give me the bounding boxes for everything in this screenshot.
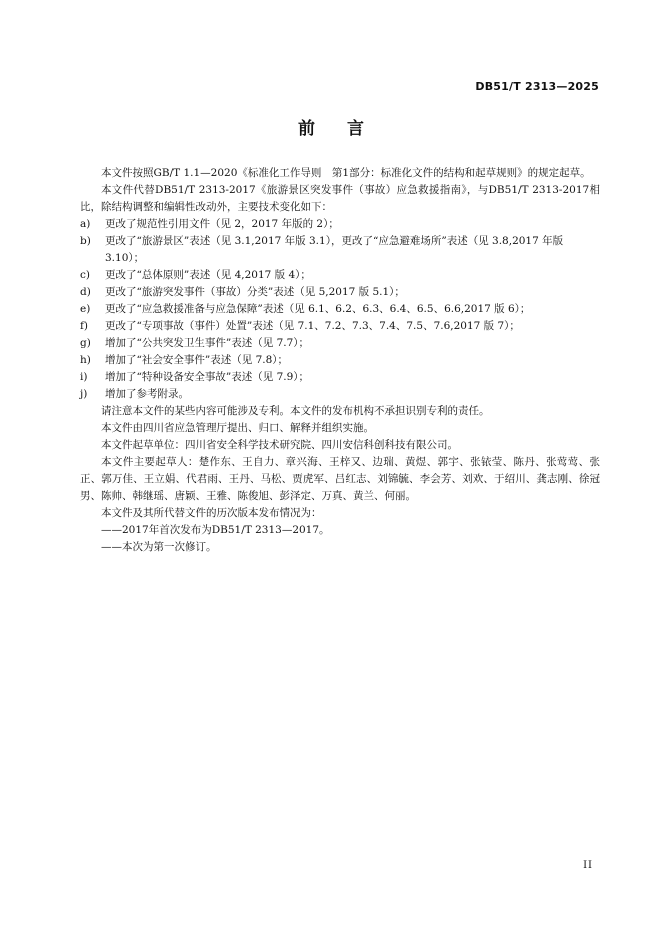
page-number: II: [583, 860, 593, 871]
list-marker: j): [80, 388, 88, 400]
list-item-text: 增加了“特种设备安全事故”表述（见 7.9）；: [105, 371, 310, 383]
list-item: [80, 352, 600, 369]
paragraph-first-release: ——2017年首次发布为DB51/T 2313—2017。: [101, 524, 330, 536]
paragraph-patent-notice: 请注意本文件的某些内容可能涉及专利。本文件的发布机构不承担识别专利的责任。: [101, 405, 490, 417]
list-item-text: 更改了“应急救援准备与应急保障”表述（见 6.1、6.2、6.3、6.4、6.5、6.6,2017 版 6）；: [105, 303, 531, 315]
list-marker: f): [80, 320, 88, 332]
paragraph-proposer: 本文件由四川省应急管理厅提出、归口、解释并组织实施。: [101, 422, 374, 434]
list-marker: h): [80, 354, 91, 366]
list-item: [80, 301, 600, 318]
list-item-text: 更改了“总体原则”表述（见 4,2017 版 4）；: [105, 269, 311, 281]
page-title: 前言: [298, 119, 396, 139]
list-item: [80, 318, 600, 335]
list-marker: g): [80, 337, 91, 349]
foreword-body: [80, 165, 600, 556]
list-item: [80, 267, 600, 284]
paragraph-replacement-note: 本文件代替DB51/T 2313-2017《旅游景区突发事件（事故）应急救援指南》，与DB51/T 2313-2017相比，除结构调整和编辑性改动外，主要技术变化如下：: [80, 184, 600, 213]
paragraph-drafters: 本文件主要起草人：楚作东、王自力、章兴海、王梓又、边瑞、黄煜、郭宇、张铱莹、陈丹、张莺莺、张正、郭万佳、王立娟、代君雨、王丹、马松、贾虎军、吕红志、刘锦毓、李会芳、刘欢、于绍川、龚志刚、徐冠男、陈帅、韩继瑶、唐颖、王雅、陈俊旭、彭泽定、万真、黄兰、何丽。: [80, 456, 600, 502]
list-marker: b): [80, 235, 91, 247]
list-marker: i): [80, 371, 88, 383]
list-marker: d): [80, 286, 91, 298]
paragraph-current-revision: ——本次为第一次修订。: [101, 541, 217, 553]
list-item: [80, 216, 600, 233]
list-item-text: 增加了“社会安全事件”表述（见 7.8）；: [105, 354, 289, 366]
list-item: [80, 369, 600, 386]
list-item-text: 更改了“旅游突发事件（事故）分类”表述（见 5,2017 版 5.1）；: [105, 286, 405, 298]
paragraph-version-history: 本文件及其所代替文件的历次版本发布情况为：: [101, 507, 322, 519]
list-item-text: 更改了“专项事故（事件）处置”表述（见 7.1、7.2、7.3、7.4、7.5、7.6,2017 版 7）；: [105, 320, 520, 332]
technical-changes-list: [80, 216, 600, 403]
list-item: [80, 386, 600, 403]
list-item: [80, 284, 600, 301]
document-code: DB51/T 2313—2025: [475, 80, 599, 93]
list-marker: c): [80, 269, 90, 281]
list-marker: e): [80, 303, 91, 315]
paragraph-drafting-units: 本文件起草单位：四川省安全科学技术研究院、四川安信科创科技有限公司。: [101, 439, 458, 451]
list-item-text: 增加了参考附录。: [105, 388, 189, 400]
list-marker: a): [80, 218, 91, 230]
paragraph-drafting-basis: 本文件按照GB/T 1.1—2020《标准化工作导则 第1部分：标准化文件的结构和起草规则》的规定起草。: [101, 167, 591, 179]
list-item-text: 增加了“公共突发卫生事件”表述（见 7.7）；: [105, 337, 310, 349]
list-item-text: 更改了“旅游景区”表述（见 3.1,2017 年版 3.1），更改了“应急避难场所”表述（见 3.8,2017 年版 3.10）；: [105, 235, 564, 264]
list-item: [80, 335, 600, 352]
list-item-text: 更改了规范性引用文件（见 2，2017 年版的 2）；: [105, 218, 339, 230]
list-item: [80, 233, 600, 267]
